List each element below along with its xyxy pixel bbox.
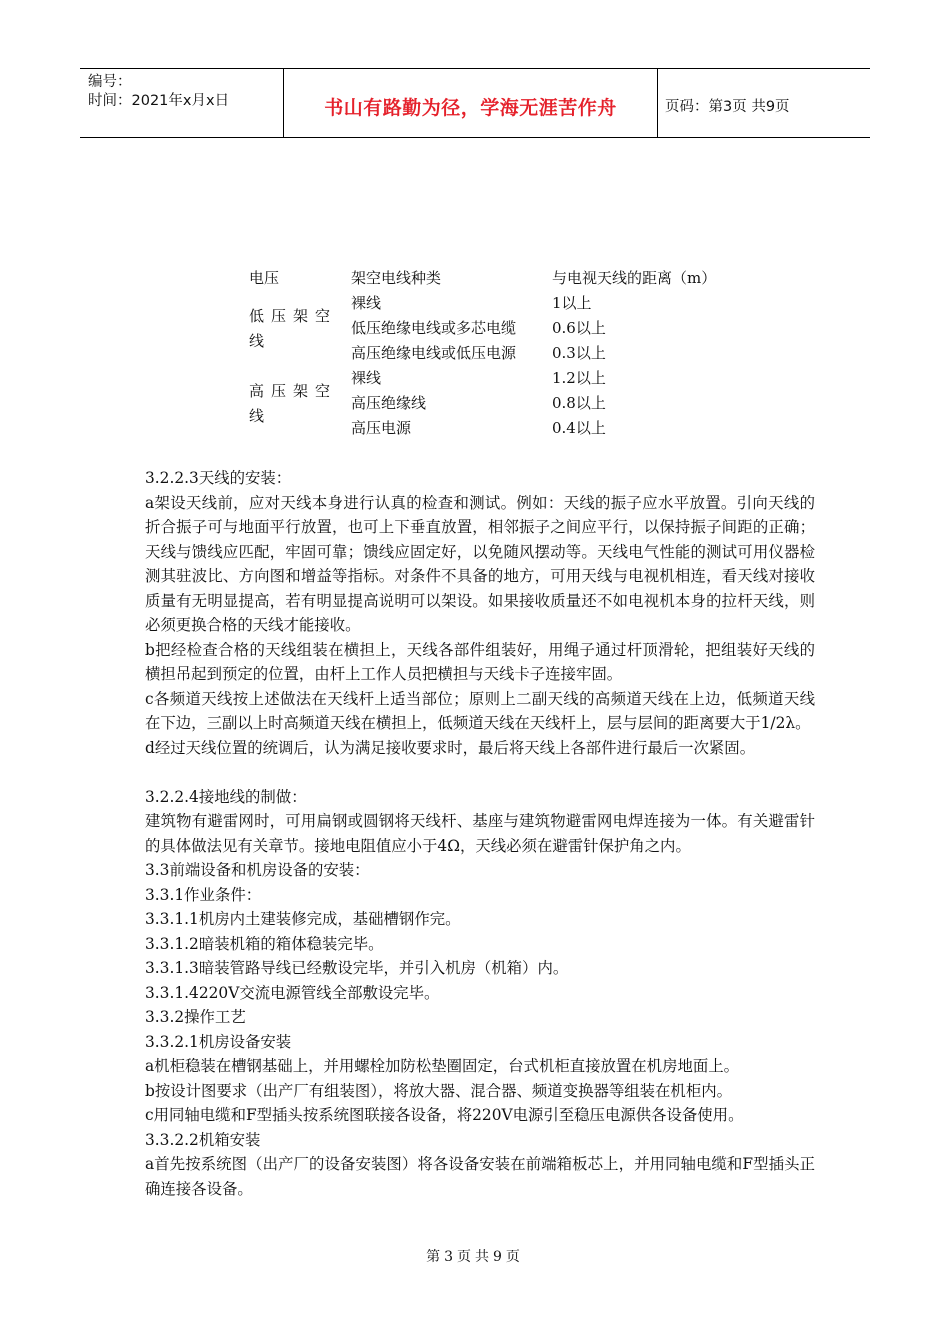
section-heading: 3.3.2操作工艺 bbox=[145, 1008, 246, 1026]
table-cell: 0.8以上 bbox=[552, 394, 606, 412]
section-heading: 3.3.1作业条件： bbox=[145, 885, 262, 904]
table-cell: 裸线 bbox=[351, 369, 382, 387]
motto: 书山有路勤为径，学海无涯苦作舟 bbox=[324, 97, 617, 119]
paragraph: 3.3.1.1机房内土建装修完成，基础槽钢作完。 bbox=[145, 910, 461, 928]
paragraph: a机柜稳装在槽钢基础上，并用螺栓加防松垫圈固定，台式机柜直接放置在机房地面上。 bbox=[145, 1057, 740, 1075]
col-header-wire-type: 架空电线种类 bbox=[351, 269, 442, 287]
header-meta bbox=[88, 73, 288, 111]
page-header bbox=[80, 68, 870, 138]
section-heading: 3.2.2.4接地线的制做： bbox=[145, 787, 307, 806]
group-low-voltage: 低压架空线 bbox=[249, 307, 338, 350]
section-heading: 3.2.2.3天线的安装： bbox=[145, 469, 292, 487]
table-cell: 低压绝缘电线或多芯电缆 bbox=[351, 319, 517, 337]
group-high-voltage: 高压架空线 bbox=[249, 382, 338, 425]
table-cell: 裸线 bbox=[351, 294, 382, 312]
table-cell: 1.2以上 bbox=[552, 369, 606, 387]
col-header-distance: 与电视天线的距离（m） bbox=[552, 269, 717, 287]
spacer bbox=[145, 760, 815, 785]
table-cell: 1以上 bbox=[552, 294, 592, 312]
paragraph: 3.3.1.2暗装机箱的箱体稳装完毕。 bbox=[145, 934, 384, 953]
time-label: 时间：2021年x月x日 bbox=[88, 93, 230, 109]
paragraph: b把经检查合格的天线组装在横担上，天线各部件组装好，用绳子通过杆顶滑轮，把组装好天线的横担吊起到预定的位置，由杆上工作人员把横担与天线卡子连接牢固。 bbox=[145, 640, 815, 683]
paragraph: 3.3.1.3暗装管路导线已经敷设完毕，并引入机房（机箱）内。 bbox=[145, 959, 569, 977]
paragraph: a首先按系统图（出产厂的设备安装图）将各设备安装在前端箱板芯上，并用同轴电缆和F型插头正确连接各设备。 bbox=[145, 1155, 815, 1198]
paragraph: b按设计图要求（出产厂有组装图），将放大器、混合器、频道变换器等组装在机柜内。 bbox=[145, 1081, 732, 1100]
page-footer: 第3页共9页 bbox=[426, 1249, 524, 1265]
section-heading: 3.3.2.2机箱安装 bbox=[145, 1130, 261, 1149]
paragraph: d经过天线位置的统调后，认为满足接收要求时，最后将天线上各部件进行最后一次紧固。 bbox=[145, 738, 756, 757]
table-cell: 0.6以上 bbox=[552, 319, 606, 337]
paragraph: 3.3.1.4220V交流电源管线全部敷设完毕。 bbox=[145, 983, 440, 1002]
paragraph: a架设天线前，应对天线本身进行认真的检查和测试。例如：天线的振子应水平放置。引向天线的折合振子可与地面平行放置，也可上下垂直放置，相邻振子之间应平行，以保持振子间距的正确；天线与馈线应匹配，牢固可靠；馈线应固定好，以免随风摆动等。天线电气性能的测试可用仪器检测其驻波比、方向图和增益等指标。对条件不具备的地方，可用天线与电视机相连，看天线对接收质量有无明显提高，若有明显提高说明可以架设。如果接收质量还不如电视机本身的拉杆天线，则必须更换合格的天线才能接收。 bbox=[145, 493, 815, 634]
section-heading: 3.3.2.1机房设备安装 bbox=[145, 1032, 292, 1051]
body-text bbox=[145, 466, 815, 1201]
paragraph: c各频道天线按上述做法在天线杆上适当部位；原则上二副天线的高频道天线在上边，低频道天线在下边，三副以上时高频道天线在横担上，低频道天线在天线杆上，层与层间的距离要大于1/2λ。 bbox=[145, 689, 815, 732]
number-label: 编号： bbox=[88, 74, 132, 90]
table-cell: 高压电源 bbox=[351, 419, 412, 437]
col-header-voltage: 电压 bbox=[249, 269, 280, 287]
table-cell: 0.3以上 bbox=[552, 344, 606, 362]
table-cell: 高压绝缘线 bbox=[351, 394, 427, 412]
paragraph: c用同轴电缆和F型插头按系统图联接各设备，将220V电源引至稳压电源供各设备使用。 bbox=[145, 1106, 744, 1124]
table-cell: 0.4以上 bbox=[552, 419, 606, 437]
table-cell: 高压绝缘电线或低压电源 bbox=[351, 344, 517, 362]
paragraph: 建筑物有避雷网时，可用扁钢或圆钢将天线杆、基座与建筑物避雷网电焊连接为一体。有关避雷针的具体做法见有关章节。接地电阻值应小于4Ω，天线必须在避雷针保护角之内。 bbox=[145, 812, 815, 855]
page-info: 页码：第3页 共9页 bbox=[665, 99, 790, 115]
section-heading: 3.3前端设备和机房设备的安装： bbox=[145, 861, 370, 879]
